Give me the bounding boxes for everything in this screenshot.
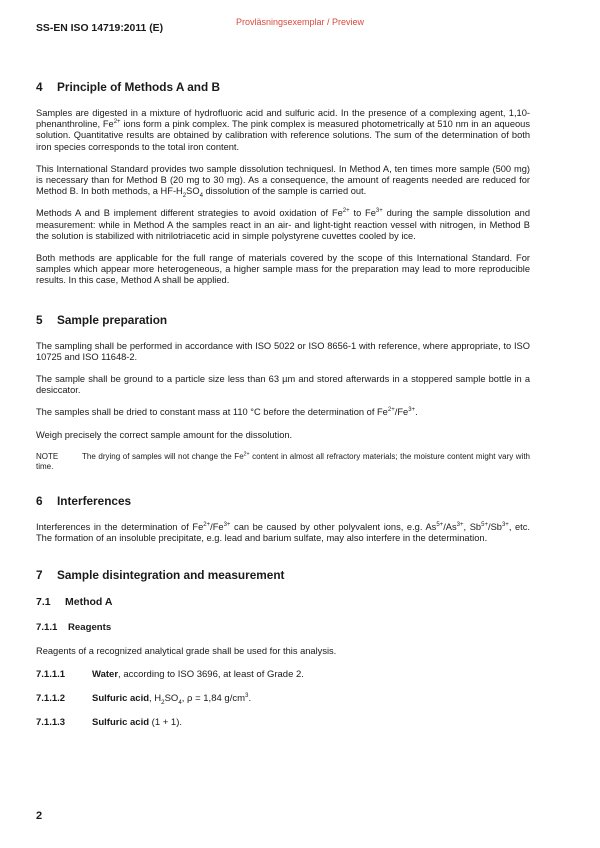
reagent-sulfuric-acid: 7.1.1.2 Sulfuric acid, $H_2SO_4$, ρ = 1,84 $g/cm^3$. — [36, 692, 252, 707]
s4-paragraph-1: Samples are digested in a mixture of hydrofluoric acid and sulfuric acid. In the presence of a complexing agent, 1,10-phenanthroline, $Fe^{2+}$ ions form a pink complex. The pink complex is measured photometrically at 510 nm in an aqueous solution. Quantitative results are obtained by calibration with reference solutions. The sum of the determination of both iron species corresponds to the total iron content. — [36, 108, 530, 152]
s5-paragraph-1: The sampling shall be performed in accordance with ISO 5022 or ISO 8656-1 with reference, where appropriate, to ISO 10725 and ISO 11648-2. — [36, 340, 530, 362]
s6-paragraph-1: Interferences in the determination of $Fe^{2+}/Fe^{3+}$ can be caused by other polyvalent ions, e.g. $As^{5+}/As^{3+}$, $Sb^{5+}/Sb^{3+}$, etc. The formation of an insoluble precipitate, e.g. lead and barium sulfate, may also interfere in the determination. — [36, 521, 530, 544]
standard-id: SS-EN ISO 14719:2011 (E) — [36, 23, 164, 34]
s5-paragraph-4: Weigh precisely the correct sample amount for the dissolution. — [36, 429, 293, 440]
section-7-heading — [36, 568, 530, 582]
s5-note: NOTE The drying of samples will not change the $Fe^{2+}$ content in almost all refractory materials; the moisture content might vary with time. — [36, 451, 531, 471]
subsection-7-1-1-heading: 7.1.1 Reagents — [36, 622, 112, 634]
page-number: 2 — [36, 810, 43, 822]
s4-paragraph-2: This International Standard provides two sample dissolution techniquesl. In Method A, ten times more sample (500 mg) is necessary than for Method B (20 mg to 30 mg). As a consequence, the amount of reagents needed are reduced for Method B. In both methods, a $HF-H_2SO_4$ dissolution of the sample is carried out. — [36, 163, 530, 200]
section-number: 5 — [36, 312, 43, 327]
s4-paragraph-4: Both methods are applicable for the full range of materials covered by the scope of this International Standard. For samples which appear more heterogeneous, a higher sample mass for the preparation may lead to more reproducible results. In this case, Method A shall be applied. — [36, 253, 530, 286]
s4-paragraph-3: Methods A and B implement different strategies to avoid oxidation of $Fe^{2+}$ to $Fe^{3+}$ during the sample dissolution and measurement: while in Method A the samples react in an air- and light-tight reaction vessel with nitrogen, in Method B the solution is stabilized with nitrilotriacetic acid in simple polystyrene cuvettes cooled by ice. — [36, 208, 530, 241]
section-5-heading — [36, 313, 530, 327]
section-title: Interferences — [57, 493, 132, 508]
s5-paragraph-3: The samples shall be dried to constant mass at 110 °C before the determination of $Fe^{2+}/Fe^{3+}$. — [36, 407, 418, 418]
s5-paragraph-2: The sample shall be ground to a particle size less than 63 µm and stored afterwards in a stoppered sample bottle in a desiccator. — [36, 374, 530, 396]
section-6-heading — [36, 494, 530, 508]
section-number: 4 — [36, 80, 43, 94]
section-title: Principle of Methods A and B — [57, 80, 220, 94]
section-4-heading — [36, 80, 530, 94]
section-number: 7 — [36, 568, 43, 583]
section-title: Sample disintegration and measurement — [57, 568, 285, 583]
reagent-sulfuric-acid-diluted: 7.1.1.3 Sulfuric acid (1 + 1). — [36, 717, 183, 729]
section-title: Sample preparation — [57, 312, 168, 327]
subsection-7-1-heading: 7.1 Method A — [36, 596, 113, 609]
preview-watermark: Provläsningsexemplar / Preview — [235, 17, 365, 27]
page-content — [36, 80, 530, 729]
s711-paragraph: Reagents of a recognized analytical grade shall be used for this analysis. — [36, 646, 337, 657]
section-number: 6 — [36, 493, 43, 508]
note-label: NOTE — [36, 451, 59, 461]
reagent-water: 7.1.1.1 Water, according to ISO 3696, at least of Grade 2. — [36, 669, 304, 681]
